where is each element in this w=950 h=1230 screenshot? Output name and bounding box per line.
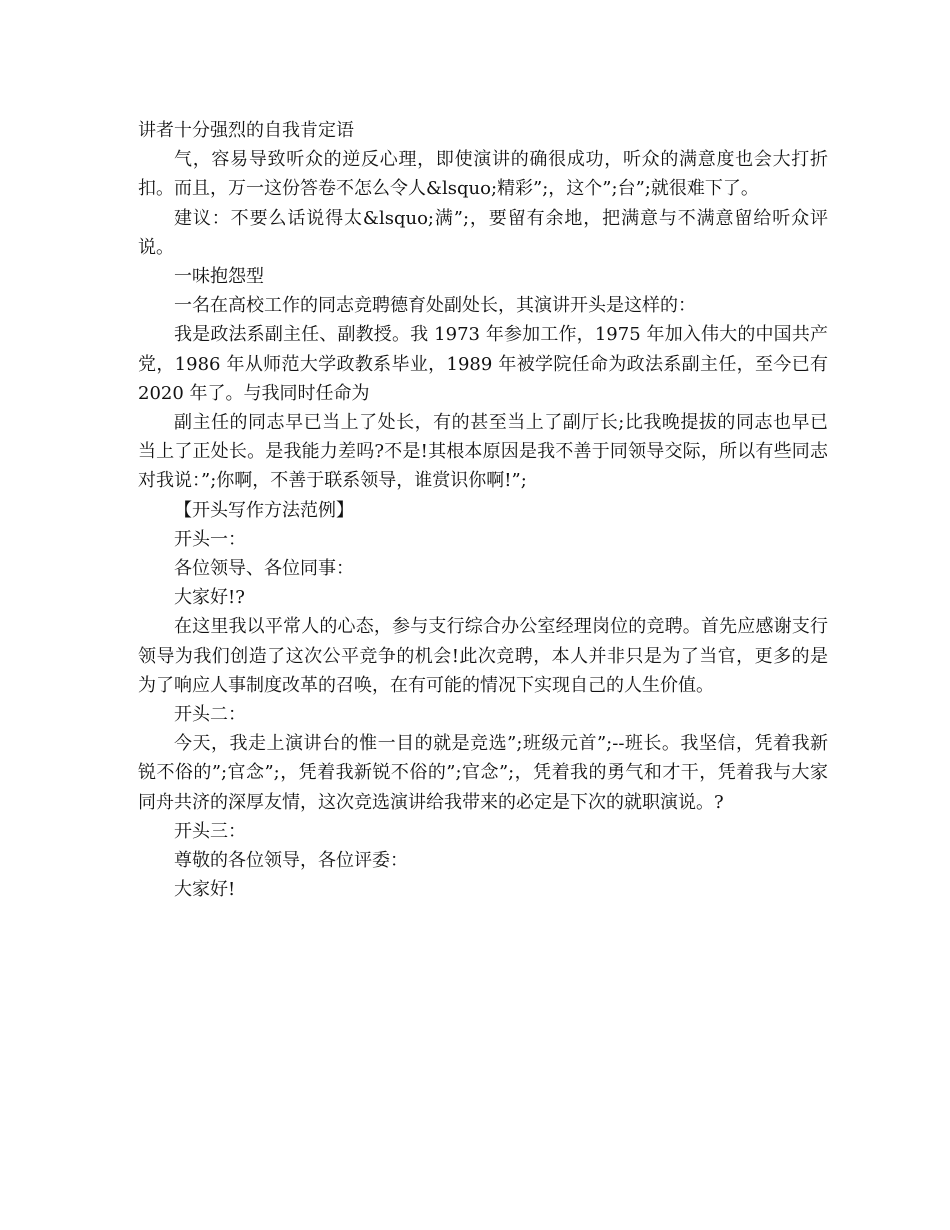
paragraph-continuation-heading: 讲者十分强烈的自我肯定语 xyxy=(138,120,354,141)
paragraph-example-speech-1: 我是政法系副主任、副教授。我 1973 年参加工作，1975 年加入伟大的中国共产党，1986 年从师范大学政教系毕业，1989 年被学院任命为政法系副主任，至今已有 2020 年了。与我同时任命为 xyxy=(138,324,828,404)
greeting-hello-1: 大家好!? xyxy=(174,587,245,609)
document-body xyxy=(138,116,828,904)
example-label-three: 开头三： xyxy=(174,820,246,842)
greeting-leaders-judges: 尊敬的各位领导，各位评委： xyxy=(174,850,408,872)
paragraph-example-one-body: 在这里我以平常人的心态，参与支行综合办公室经理岗位的竞聘。首先应感谢支行领导为我们创造了这次公平竞争的机会!此次竞聘，本人并非只是为了当官，更多的是为了响应人事制度改革的召唤，在有可能的情况下实现自己的人生价值。 xyxy=(138,616,828,696)
example-label-one: 开头一： xyxy=(174,528,246,550)
section-heading-writing-examples: 【开头写作方法范例】 xyxy=(174,499,354,521)
greeting-hello-2: 大家好! xyxy=(174,879,236,901)
paragraph-suggestion: 建议：不要么话说得太&lsquo;满”;，要留有余地，把满意与不满意留给听众评说。 xyxy=(138,207,828,258)
paragraph-example-two-body: 今天，我走上演讲台的惟一目的就是竞选”;班级元首”;--班长。我坚信，凭着我新锐不俗的”;官念”;，凭着我新锐不俗的”;官念”;，凭着我的勇气和才干，凭着我与大家同舟共济的深厚友情，这次竞选演讲给我带来的必定是下次的就职演说。? xyxy=(138,733,828,813)
section-heading-complaint-type: 一味抱怨型 xyxy=(174,266,264,288)
paragraph-example-intro: 一名在高校工作的同志竞聘德育处副处长，其演讲开头是这样的： xyxy=(174,295,696,317)
example-label-two: 开头二： xyxy=(174,704,246,726)
paragraph-example-speech-2: 副主任的同志早已当上了处长，有的甚至当上了副厅长;比我晚提拔的同志也早已当上了正处长。是我能力差吗?不是!其根本原因是我不善于同领导交际，所以有些同志对我说：”;你啊，不善于联系领导，谁赏识你啊!”; xyxy=(138,412,828,492)
greeting-leaders-colleagues: 各位领导、各位同事： xyxy=(174,558,354,580)
paragraph-reverse-psychology: 气，容易导致听众的逆反心理，即使演讲的确很成功，听众的满意度也会大打折扣。而且，万一这份答卷不怎么令人&lsquo;精彩”;，这个”;台”;就很难下了。 xyxy=(138,149,828,200)
